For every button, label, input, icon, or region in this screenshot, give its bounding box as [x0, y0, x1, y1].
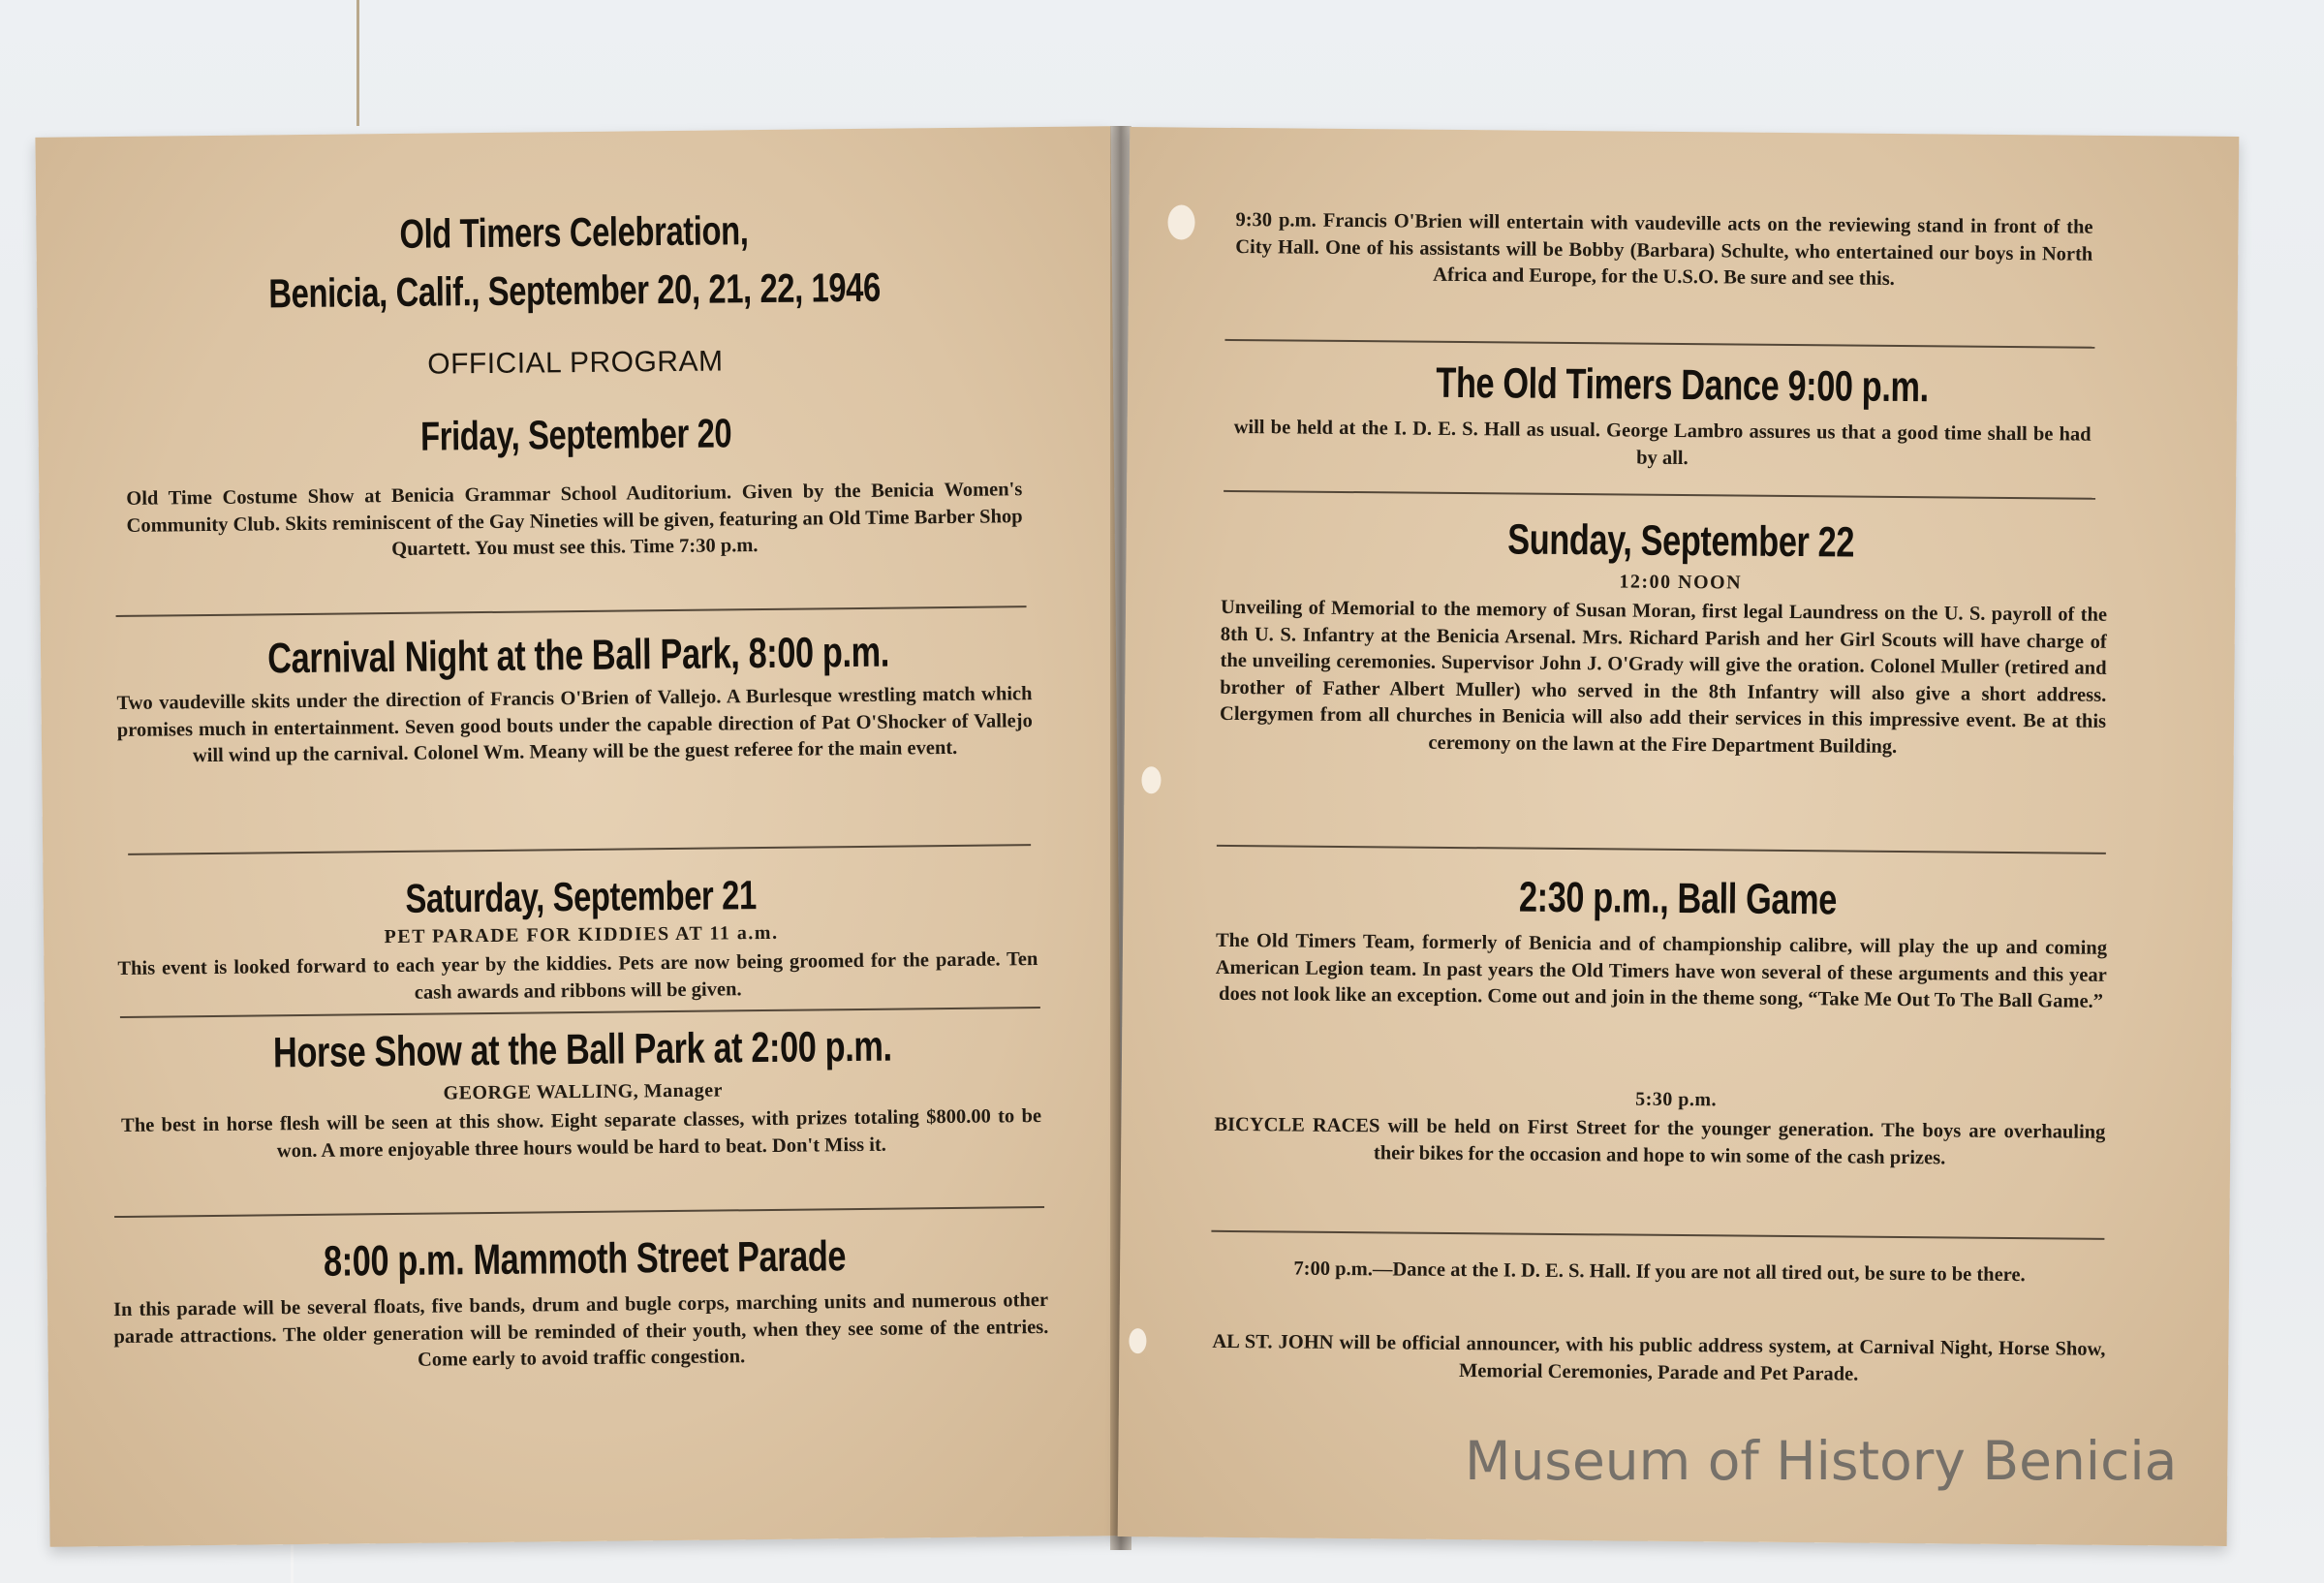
- saturday-body: This event is looked forward to each year by the kiddies. Pets are now being groomed for the parade. Ten cash awards and ribbons will be given.: [117, 948, 1038, 1004]
- official-program-label: OFFICIAL PROGRAM: [427, 345, 724, 381]
- section-divider: [114, 1206, 1044, 1218]
- horse-show-manager: GEORGE WALLING, Manager: [443, 1079, 724, 1104]
- sunday-heading: Sunday, September 22: [1507, 515, 1855, 567]
- paper-damage-spot: [1129, 1328, 1146, 1353]
- ball-game-heading: 2:30 p.m., Ball Game: [1518, 873, 1838, 924]
- section-divider: [128, 844, 1031, 855]
- paper-edge-line: [291, 1540, 294, 1583]
- final-dance-body: 7:00 p.m.—Dance at the I. D. E. S. Hall. If you are not all tired out, be sure to be there.: [1293, 1257, 2026, 1287]
- section-divider: [116, 605, 1027, 617]
- paper-edge-line: [356, 0, 359, 126]
- program-right-page: [1118, 127, 2240, 1546]
- parade-body: In this parade will be several floats, five bands, drum and bugle corps, marching units and numerous other parade attractions. The older generation will be reminded of their youth, when they see some of the entries. Come early to avoid traffic congestion.: [112, 1288, 1049, 1371]
- program-left-page: [35, 126, 1125, 1547]
- program-title-line2: Benicia, Calif., September 20, 21, 22, 1946: [268, 264, 882, 317]
- program-title-line1: Old Timers Celebration,: [399, 207, 749, 257]
- bicycle-race-time: 5:30 p.m.: [1635, 1088, 1718, 1111]
- section-divider: [1211, 1230, 2104, 1240]
- ball-game-body: The Old Timers Team, formerly of Benicia and of championship calibre, will play the up and coming American Legion team. In past years the Old Timers have won several of these arguments and this year does not look like an exception. Come out and join in the theme song, “Take Me Out To The Ball Game.”: [1215, 929, 2108, 1012]
- saturday-heading: Saturday, September 21: [405, 872, 758, 921]
- carnival-body: Two vaudeville skits under the direction of Francis O'Brien of Vallejo. A Burlesque wrestling match which promises much in entertainment. Seven good bouts under the capable direction of Pat O'Shocker of Vallejo will wind up the carnival. Colonel Wm. Meany will be the guest referee for the main event.: [116, 683, 1033, 767]
- parade-heading: 8:00 p.m. Mammoth Street Parade: [323, 1232, 847, 1286]
- horse-show-heading: Horse Show at the Ball Park at 2:00 p.m.: [272, 1022, 892, 1077]
- horse-show-body: The best in horse flesh will be seen at this show. Eight separate classes, with prizes totaling $800.00 to be won. A more enjoyable three hours would be hard to beat. Don't Miss it.: [120, 1105, 1042, 1162]
- carnival-heading: Carnival Night at the Ball Park, 8:00 p.m.: [266, 628, 890, 683]
- section-divider: [1224, 339, 2094, 349]
- pet-parade-subheading: PET PARADE FOR KIDDIES AT 11 a.m.: [384, 921, 779, 948]
- announcer-body: AL ST. JOHN will be official announcer, with his public address system, at Carnival Night, Horse Show, Memorial Ceremonies, Parade and Pet Parade.: [1212, 1330, 2106, 1385]
- vaudeville-body: 9:30 p.m. Francis O'Brien will entertain with vaudeville acts on the reviewing stand in front of the City Hall. One of his assistants will be Bobby (Barbara) Schulte, who entertained our boys in North Africa and Europe, for the U.S.O. Be sure and see this.: [1235, 208, 2093, 290]
- sunday-noon: 12:00 NOON: [1619, 571, 1743, 594]
- paper-damage-spot: [1141, 766, 1161, 793]
- museum-watermark: Museum of History Benicia: [1465, 1430, 2178, 1492]
- sunday-body: Unveiling of Memorial to the memory of Susan Moran, first legal Laundress on the U. S. payroll of the 8th U. S. Infantry at the Benicia Arsenal. Mrs. Richard Parish and her Girl Scouts will have charge of the unveiling ceremonies. Supervisor John J. O'Grady will give the oration. Colonel Muller (retired and brother of Father Albert Muller) who served in the 8th Infantry will also give a short address. Clergymen from all churches in Benicia will also add their services in this impressive event. Be at this ceremony on the lawn at the Fire Department Building.: [1219, 596, 2108, 758]
- section-divider: [120, 1007, 1040, 1018]
- dance-body: will be held at the I. D. E. S. Hall as usual. George Lambro assures us that a good time shall be had by all.: [1233, 416, 2092, 469]
- bicycle-body: BICYCLE RACES will be held on First Street for the younger generation. The boys are overhauling their bikes for the occasion and hope to win some of the cash prizes.: [1214, 1113, 2106, 1168]
- section-divider: [1217, 845, 2106, 854]
- friday-heading: Friday, September 20: [419, 410, 732, 459]
- section-divider: [1224, 490, 2095, 500]
- paper-damage-spot: [1167, 204, 1194, 239]
- friday-body: Old Time Costume Show at Benicia Grammar School Auditorium. Given by the Benicia Women's Community Club. Skits reminiscent of the Gay Nineties will be given, featuring an Old Time Barber Shop Quartett. You must see this. Time 7:30 p.m.: [126, 479, 1023, 561]
- dance-heading: The Old Timers Dance 9:00 p.m.: [1436, 358, 1929, 412]
